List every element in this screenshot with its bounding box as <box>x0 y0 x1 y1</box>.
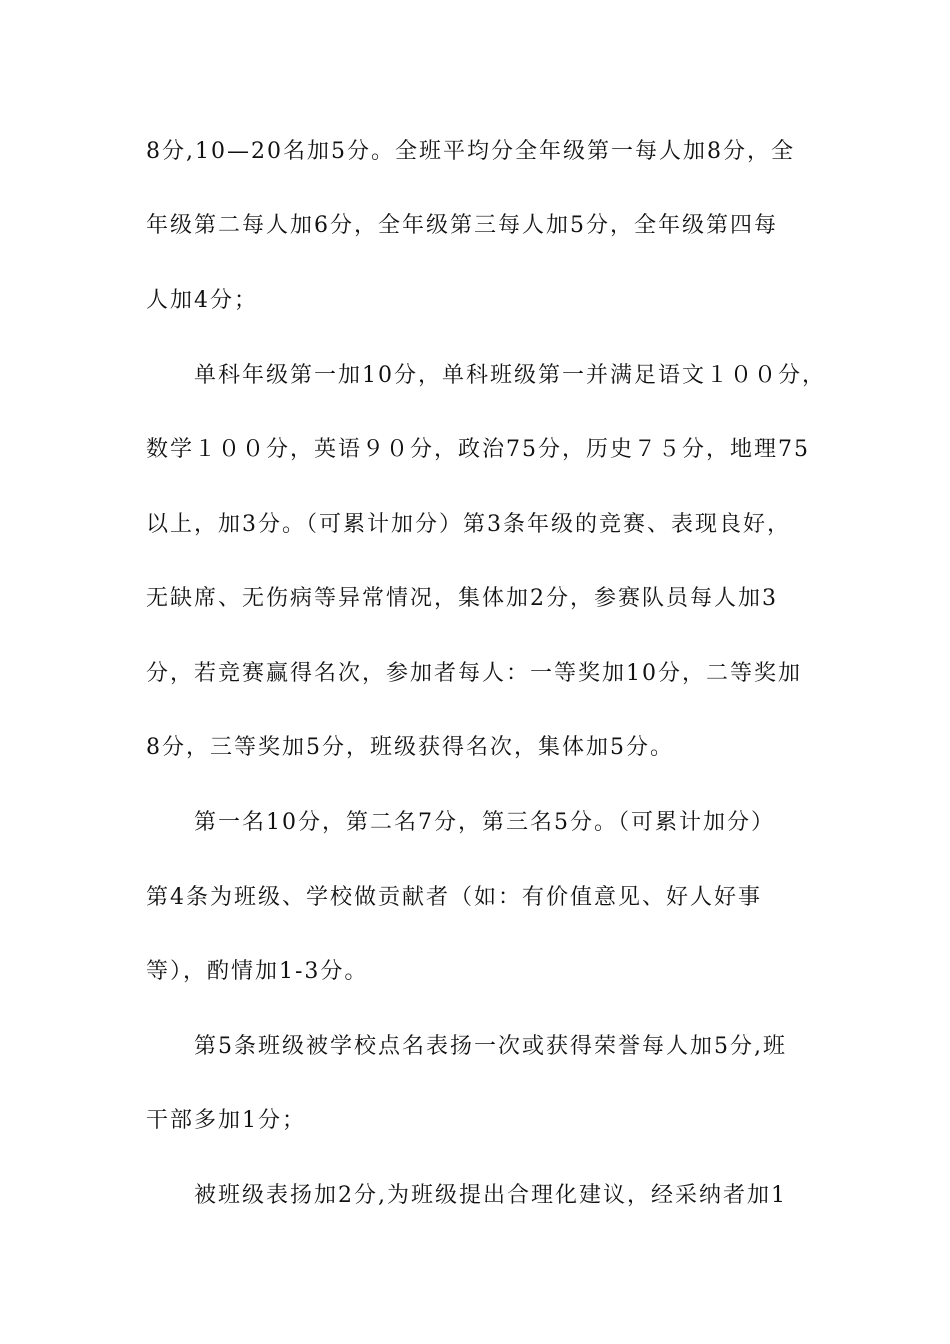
paragraph-line: 人加4分； <box>146 288 258 313</box>
paragraph-line: 8分，三等奖加5分，班级获得名次，集体加5分。 <box>146 735 674 760</box>
paragraph-line: 数学１００分，英语９０分，政治75分，历史７５分，地理75 <box>146 437 810 462</box>
paragraph-line: 第5条班级被学校点名表扬一次或获得荣誉每人加5分,班 <box>194 1034 787 1059</box>
paragraph-line: 年级第二每人加6分，全年级第三每人加5分，全年级第四每 <box>146 213 778 238</box>
paragraph-line: 以上，加3分。（可累计加分）第3条年级的竞赛、表现良好， <box>146 512 791 537</box>
paragraph-line: 被班级表扬加2分,为班级提出合理化建议，经采纳者加1 <box>194 1183 787 1208</box>
paragraph-line: 第4条为班级、学校做贡献者（如：有价值意见、好人好事 <box>146 885 762 910</box>
paragraph-line: 单科年级第一加10分，单科班级第一并满足语文１００分， <box>194 363 826 388</box>
paragraph-line: 分，若竞赛赢得名次，参加者每人：一等奖加10分，二等奖加 <box>146 661 802 686</box>
paragraph-line: 无缺席、无伤病等异常情况，集体加2分，参赛队员每人加3 <box>146 586 778 611</box>
paragraph-line: 干部多加1分； <box>146 1108 306 1133</box>
paragraph-line: 等），酌情加1-3分。 <box>146 959 369 984</box>
paragraph-line: 第一名10分，第二名7分，第三名5分。（可累计加分） <box>194 810 775 835</box>
paragraph-line: 8分,10—20名加5分。全班平均分全年级第一每人加8分，全 <box>146 139 795 164</box>
